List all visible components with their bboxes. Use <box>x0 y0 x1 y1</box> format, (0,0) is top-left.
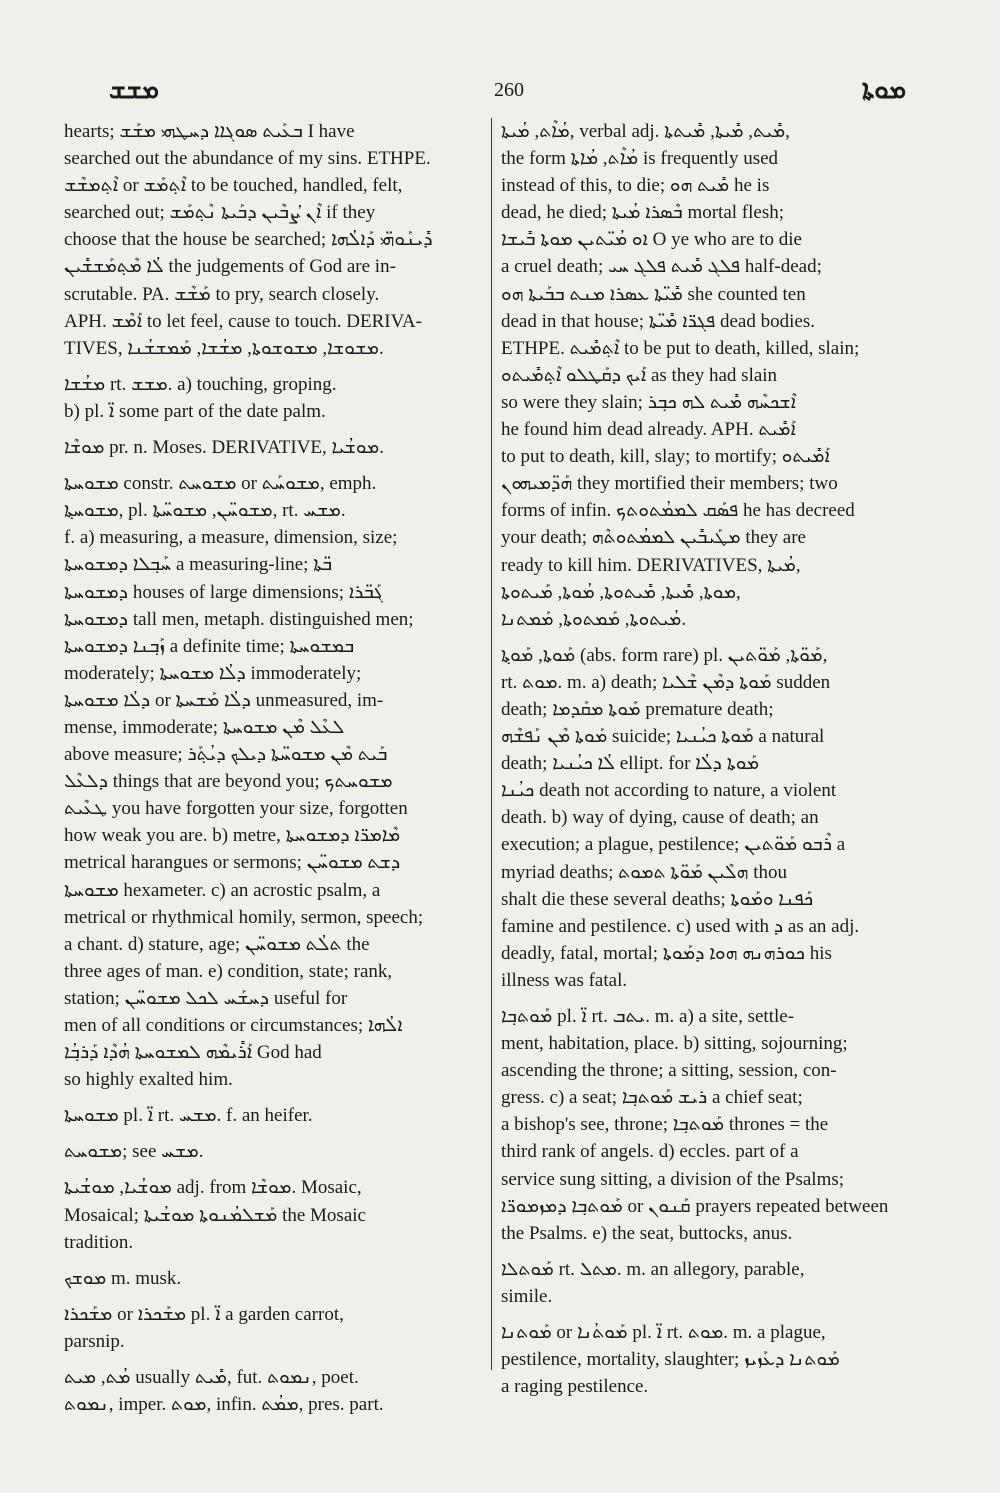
entry-line: above measure; ܒܰܝܬ ܡܶܢ ܡܫܘܚ̈ܬܐ ܕܝܠܟ ܕܝܳܬ݂ܰܪ <box>64 744 388 766</box>
column-divider <box>491 118 492 1370</box>
entry-line: your death; ܡܛܰܝܒܺܝܢ ܠܡܡܳܬܘܬܶܗ they are <box>501 527 806 549</box>
running-head <box>64 70 954 110</box>
entry-line: so highly exalted him. <box>64 1069 233 1091</box>
entry-line: parsnip. <box>64 1330 125 1352</box>
entry-line: ܡܫܘܚܬܐ constr. ܡܫܘܚܬ or ܡܫܘܚܰܬ, emph. <box>64 473 377 495</box>
dictionary-entry <box>64 434 482 461</box>
entry-line: tradition. <box>64 1231 134 1253</box>
entry-line: ETHPE. ܐܶܬ݂ܡܺܝܬ to be put to death, killed, slain; <box>501 337 860 359</box>
dictionary-entry <box>64 1102 482 1129</box>
dictionary-entry <box>64 1138 482 1165</box>
entry-line: TIVES, ܡܫܘܫܐ, ܡܫܘܫܘܬܐ, ܡܫܳܫܐ, ܡܰܡܫܫܳܢܐ. <box>64 337 384 359</box>
entry-line: searched out; ܐܶܢ ܨܳܒܶܝܢ ܕܒܰܝܬܐ ܢܶܬ݂ܡܰܫ if they <box>64 202 376 224</box>
entry-line: Mosaical; ܡܰܫܠܡܳܢܘܬܐ ܡܘܫܳܝܬܐ the Mosaic <box>64 1204 366 1226</box>
entry-line: service sung sitting, a division of the Psalms; <box>501 1168 845 1190</box>
entry-line: ܡܰܘܬܢܐ or ܡܰܘܬܳܢܐ pl. ܐ̈ rt. ܡܘܬ. m. a plague, <box>501 1322 826 1344</box>
entry-line: ܡܺܝ̈ܬܐ ܥܣܪܐ ܡܢܬ ܒܒܰܝܬܐ ܗܘ she counted ten <box>501 283 806 305</box>
entry-line: ܠܳܐ ܡܶܬ݂ܡܰܫܫܺܝܢ the judgements of God are in- <box>64 256 396 278</box>
entry-line: three ages of man. e) condition, state; rank, <box>64 960 393 982</box>
entry-line: searched out the abundance of my sins. ETHPE. <box>64 148 431 170</box>
entry-line: ܟܝܳܢܐ death not according to nature, a violent <box>501 780 837 802</box>
entry-line: ܡܰܘܬܐ ܡܶܢ ܢܰܦܫܶܗ suicide; ܡܰܘܬܐ ܟܝܳܢܝܐ a natural <box>501 726 825 748</box>
entry-line: ܡܘܫܶܐ pr. n. Moses. DERIVATIVE, ܡܘܫܳܝܐ. <box>64 437 384 459</box>
entry-line: scrutable. PA. ܡܰܫܶܫ to pry, search closely. <box>64 283 380 305</box>
entry-line: ܡܫܳܫܐ rt. ܡܫܫ. a) touching, groping. <box>64 373 337 395</box>
entry-line: ܐܘ ܡܳܝ̈ܬܝܢ ܡܘܬܐ ܒܺܝܫܐ O ye who are to die <box>501 229 802 251</box>
entry-line: death. b) way of dying, cause of death; an <box>501 807 819 829</box>
entry-line: ܡܳܝܬܘܬܐ, ܡܰܡܬܘܬܐ, ܡܰܡܬܢܐ. <box>501 608 687 630</box>
dictionary-entry <box>64 118 482 362</box>
entry-line: ܐܶܬ݂ܡܫܶܫ or ܐܶܬ݂ܡܰܫ to be touched, handled, felt, <box>64 175 403 197</box>
entry-line: hearts; ܒܥܰܝܬ ܣܘܓܐܐ ܕܚܛܗܝ ܡܫܰܫ I have <box>64 121 355 142</box>
entry-line: gress. c) a seat; ܪܝܫ ܡܰܘܬܒ݂ܐ a chief seat; <box>501 1087 803 1109</box>
entry-line: ܛܥܶܝܬ you have forgotten your size, forgotten <box>64 798 408 820</box>
entry-line: ܕܡܫܘܚܬܐ houses of large dimensions; ܓܰܒ̈ܪܐ <box>64 581 383 603</box>
entry-line: ܡܰܘܬܒ݂ܐ pl. ܐ̈ rt. ܝܬܒ. m. a) a site, settle- <box>501 1006 795 1027</box>
entry-line: station; ܕܚܫܰܚ ܠܟܠ ܡܫܘܚ̈ܢ useful for <box>64 987 348 1009</box>
entry-line: dead in that house; ܦܓܪ̈ܐ ܡܺܝ̈ܬܐ dead bodies. <box>501 310 815 332</box>
entry-line: famine and pestilence. c) used with ܕ as an adj. <box>501 915 860 937</box>
dictionary-entry <box>501 118 919 633</box>
entry-line: metrical harangues or sermons; ܕܫܬ ܡܫܘܚ̈ܢ <box>64 852 401 874</box>
left-column <box>64 118 482 1427</box>
right-running-head-word: ܡܘܬܐ <box>861 74 907 105</box>
entry-line: ascending the throne; a sitting, session, con- <box>501 1060 837 1082</box>
entry-line: ܗܰܕ̈ܡܝܗܘܢ they mortified their members; two <box>501 473 838 495</box>
entry-line: he found him dead already. APH. ܐܰܡܺܝܬ <box>501 419 796 441</box>
entry-line: ܡܰܘܬܠܐ rt. ܡܬܠ. m. an allegory, parable, <box>501 1258 805 1280</box>
page-number: 260 <box>494 78 524 101</box>
entry-line: ment, habitation, place. b) sitting, sojourning; <box>501 1033 848 1055</box>
entry-line: ܕܠܳܐ ܡܫܘܚܬܐ or ܕܠܳܐ ܡܰܫܚܬܐ unmeasured, im- <box>64 689 384 711</box>
entry-line: death; ܠܳܐ ܟܝܳܢܝܐ ellipt. for ܡܰܘܬܐ ܕܠܳܐ <box>501 753 760 775</box>
entry-line: death; ܡܰܘܬܐ ܡܩܰܕܡܐ premature death; <box>501 698 774 720</box>
bottom-margin <box>0 1370 1000 1493</box>
entry-line: instead of this, to die; ܡܺܝܬ ܗܘ he is <box>501 175 770 197</box>
dictionary-entry <box>64 371 482 425</box>
dictionary-entry <box>501 642 919 994</box>
entry-line: ܡܫܘܚܬ; see ܡܫܚ. <box>64 1141 204 1163</box>
entry-line: forms of infin. ܦܣܰܩ ܠܡܡܳܬܘܬܟ he has decreed <box>501 500 855 522</box>
entry-line: ܡܫܘܚܬܐ hexameter. c) an acrostic psalm, a <box>64 879 381 901</box>
entry-line: ܡܫܰܟܪܐ or ܡܫܰܟܪܐ pl. ܐ̈ a garden carrot, <box>64 1303 344 1325</box>
entry-line: ܡܫܘܚܬ݂ܐ, pl. ܡܫܘܚ̈ܢ, ܡܫܘܚ̈ܬܐ, rt. ܡܫܚ. <box>64 500 346 522</box>
entry-line: ܢܡܘܬ, imper. ܡܘܬ, infin. ܡܡܳܬ, pres. part. <box>64 1394 384 1416</box>
dictionary-entry <box>501 1256 919 1310</box>
entry-line: shalt die these several deaths; ܟܰܦܢܐ ܘܡܰܘܬܐ <box>501 888 814 910</box>
entry-line: ܡܰܘܬܒ݂ܐ ܕܡܙܡܘܪ̈ܐ or ܩܰܢܘܢ prayers repeated between <box>501 1195 889 1217</box>
entry-line: simile. <box>501 1285 553 1307</box>
dictionary-entry <box>64 470 482 1093</box>
entry-line: ܡܘܫܟ m. musk. <box>64 1267 182 1289</box>
entry-line: ܐܰܪܺܝܡܶܗ ܠܡܫܘܚܬܐ ܗܳܕܶܐ ܕܰܪܒ݂ܳܐ God had <box>64 1042 322 1064</box>
entry-line: mense, immoderate; ܠܥܶܠ ܡܶܢ ܡܫܘܚܬܐ <box>64 716 345 738</box>
entry-line: ܡܰܘܬܐ, ܡܰܘܬ݂ܐ (abs. form rare) pl. ܡܰܘ̈ܬܐ, ܡܰܘ̈ܬܝܢ, <box>501 644 828 666</box>
entry-line: ܐܰܝܟ ܕܩܰܛܠܘ ܐܶܬ݂ܡܺܝܬܘ as they had slain <box>501 364 778 386</box>
entry-line: a raging pestilence. <box>501 1376 649 1398</box>
entry-line: a chant. d) stature, age; ܬܠܳܬ ܡܫܘܚ̈ܢ the <box>64 933 370 955</box>
dictionary-entry <box>64 1174 482 1255</box>
entry-line: third rank of angels. d) eccles. part of a <box>501 1141 799 1163</box>
entry-line: ܕܡܫܘܚܬܐ tall men, metaph. distinguished men; <box>64 608 414 630</box>
entry-line: illness was fatal. <box>501 969 628 991</box>
entry-line: ܡܳܐܶܬ, ܡܳܝܬܐ, verbal adj. ܡܺܝܬ, ܡܺܝܬܐ, ܡܺܝܬܬܐ, <box>501 121 790 142</box>
entry-line: how weak you are. b) metre, ܡܶܐܡܪ̈ܐ ܕܡܫܘܚܬܐ <box>64 825 401 847</box>
dictionary-entry <box>64 1301 482 1355</box>
entry-line: moderately; ܕܠܳܐ ܡܫܘܚܬܐ immoderately; <box>64 662 362 684</box>
entry-line: ܡܘܫܳܝܐ, ܡܘܫܳܝܬܐ adj. from ܡܘܫܶܐ. Mosaic, <box>64 1177 362 1199</box>
entry-line: deadly, fatal, mortal; ܟܘܪܗܢܗ ܗܘܐ ܕܡܰܘܬܐ his <box>501 942 832 964</box>
entry-line: to put to death, kill, slay; to mortify; ܐܰܡܺܝܬܘ <box>501 446 830 468</box>
entry-line: ܚܰܒ݂ܠܐ ܕܡܫܘܚܬܐ a measuring-line; ܒ̈ܬܐ <box>64 554 333 576</box>
right-column <box>501 118 919 1409</box>
entry-line: dead, he died; ܒܶܣܪܐ ܡܳܝܬܐ mortal flesh; <box>501 202 784 224</box>
entry-line: b) pl. ܐ̈ some part of the date palm. <box>64 400 326 422</box>
entry-line: so were they slain; ܐܶܫܟܚܶܗ ܡܺܝܬ ܠܗ ܟܒ݂ܪ <box>501 391 796 413</box>
entry-line: ܡܳܬ, ܡܝܬ usually ܡܺܝܬ, fut. ܢܡܘܬ, poet. <box>64 1367 359 1389</box>
entry-line: a bishop's see, throne; ܡܰܘܬܒ݂ܐ thrones = the <box>501 1114 829 1136</box>
entry-line: men of all conditions or circumstances; ܐܠܳܗܐ <box>64 1015 403 1036</box>
entry-line: a cruel death; ܦܠܓ ܡܺܝܬ ܦܠܓ ܚܝ half-dead; <box>501 256 822 278</box>
entry-line: rt. ܡܘܬ. m. a) death; ܡܰܘܬܐ ܕܡܶܢ ܫܶܠܝܐ sudden <box>501 671 831 693</box>
entry-line: the form ܡܳܐܶܬ, ܡܳܐܬܐ is frequently used <box>501 148 779 170</box>
entry-line: execution; a plague, pestilence; ܪܶܒܘ ܡܰܘ̈ܬܝܢ a <box>501 834 846 856</box>
entry-line: ܡܘܬܐ, ܡܺܝܬܐ, ܡܺܝܬܘܬܐ, ܡܳܘܬܐ, ܡܰܝܬܘܬܐ, <box>501 581 741 603</box>
entry-line: ܕܠܥܶܠ things that are beyond you; ܡܫܘܚܬܟ <box>64 771 393 793</box>
entry-line: f. a) measuring, a measure, dimension, size; <box>64 527 398 549</box>
entry-line: APH. ܐܰܡܶܫ to let feel, cause to touch. DERIVA- <box>64 310 422 332</box>
entry-line: myriad deaths; ܗܠܶܝܢ ܡܰܘ̈ܬܐ ܬܡܘܬ thou <box>501 861 787 883</box>
entry-line: the Psalms. e) the seat, buttocks, anus. <box>501 1222 793 1244</box>
entry-line: ܡܫܘܚܬܐ pl. ܐ̈ rt. ܡܫܚ. f. an heifer. <box>64 1105 313 1127</box>
dictionary-entry <box>501 1003 919 1247</box>
entry-line: ܙܰܒ݂ܢܐ ܕܡܫܘܚܬܐ a definite time; ܒܡܫܘܚܬܐ <box>64 635 355 657</box>
entry-line: pestilence, mortality, slaughter; ܡܰܘܬܢܐ ܕܥܰܙܝܙ <box>501 1349 840 1371</box>
entry-line: metrical or rhythmical homily, sermon, speech; <box>64 906 424 928</box>
entry-line: ready to kill him. DERIVATIVES, ܡܳܝܬܐ, <box>501 554 801 576</box>
left-running-head-word: ܡܫܫ <box>108 74 160 105</box>
entry-line: choose that the house be searched; ܕܺܝܢܰܘܗ̈ܝ ܕܰܐܠܳܗܐ <box>64 229 433 251</box>
dictionary-entry <box>64 1265 482 1292</box>
